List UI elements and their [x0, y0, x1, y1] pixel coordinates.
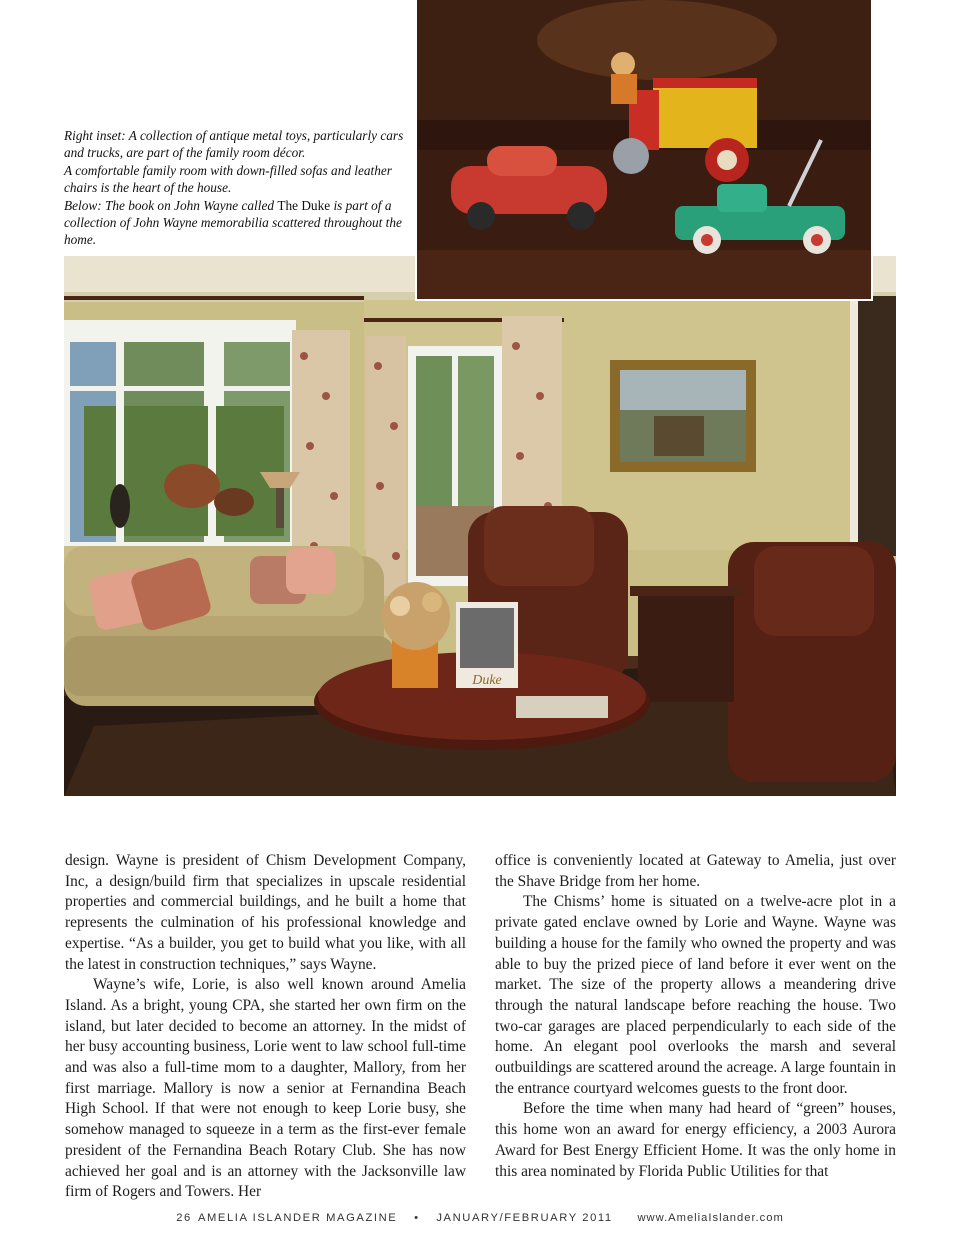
photo-caption	[64, 127, 404, 249]
article-column-left	[65, 851, 466, 1203]
caption-book	[64, 197, 404, 249]
article-paragraph: office is conveniently located at Gateway to Amelia, just over the Shave Bridge from her home.	[495, 852, 896, 890]
caption-family-room: A comfortable family room with down-filled sofas and leather chairs is the heart of the house.	[64, 162, 392, 196]
toy-collection-inset-photo	[417, 0, 871, 299]
footer-bullet: •	[414, 1212, 420, 1224]
article-paragraph: The Chisms’ home is situated on a twelve-acre plot in a private gated enclave owned by Lorie and Wayne. Wayne was building a house for the family who owned the property and was able to buy the prized piece of land before it ever went on the market. The size of the property allows a meandering drive through the natural landscape before reaching the house. Two two-car garages are placed perpendicularly to each side of the home. An elegant pool overlooks the marsh and several outbuildings are scattered around the acreage. A large fountain in the entrance courtyard welcomes guests to the front door.	[495, 893, 896, 1097]
family-room-photo	[64, 256, 896, 796]
caption-book-title: The Duke	[277, 197, 331, 213]
duke-book-title: Duke	[472, 673, 502, 688]
article-paragraph: Before the time when many had heard of “green” houses, this home won an award for energy efficiency, a 2003 Aurora Award for Best Energy Efficient Home. It was the only home in this area nominated by Florida Public Utilities for that	[495, 1100, 896, 1180]
article-column-right	[495, 851, 896, 1182]
caption-inset: Right inset: A collection of antique metal toys, particularly cars and trucks, are part of the family room décor.	[64, 128, 404, 161]
magazine-name: AMELIA ISLANDER MAGAZINE	[197, 1212, 398, 1224]
caption-book-post: is part of a collection of John Wayne memorabilia scattered throughout the home.	[64, 197, 402, 248]
website-link[interactable]: www.AmeliaIslander.com	[637, 1212, 784, 1224]
page-number: 26	[176, 1212, 192, 1224]
article-paragraph: Wayne’s wife, Lorie, is also well known around Amelia Island. As a bright, young CPA, she started her own firm on the island, but later decided to become an attorney. In the midst of her busy accounting business, Lorie went to law school full-time and was also a full-time mom to a daughter, Mallory, from her first marriage. Mallory is now a senior at Fernandina Beach High School. If that were not enough to keep Lorie busy, she somehow managed to squeeze in a term as the first-ever female president of the Fernandina Beach Rotary Club. She has now achieved her goal and is an attorney with the Jacksonville law firm of Rogers and Towers. Her	[65, 976, 466, 1201]
article-paragraph: design. Wayne is president of Chism Development Company, Inc, a design/build firm that specializes in upscale residential properties and commercial buildings, and he built a home that represents the culmination of his professional knowledge and expertise. “As a builder, you get to build what you like, with all the latest in construction techniques,” says Wayne.	[65, 852, 466, 973]
page-footer	[0, 1212, 960, 1224]
caption-book-pre: Below: The book on John Wayne called	[64, 197, 278, 213]
issue-date: JANUARY/FEBRUARY 2011	[436, 1212, 613, 1224]
